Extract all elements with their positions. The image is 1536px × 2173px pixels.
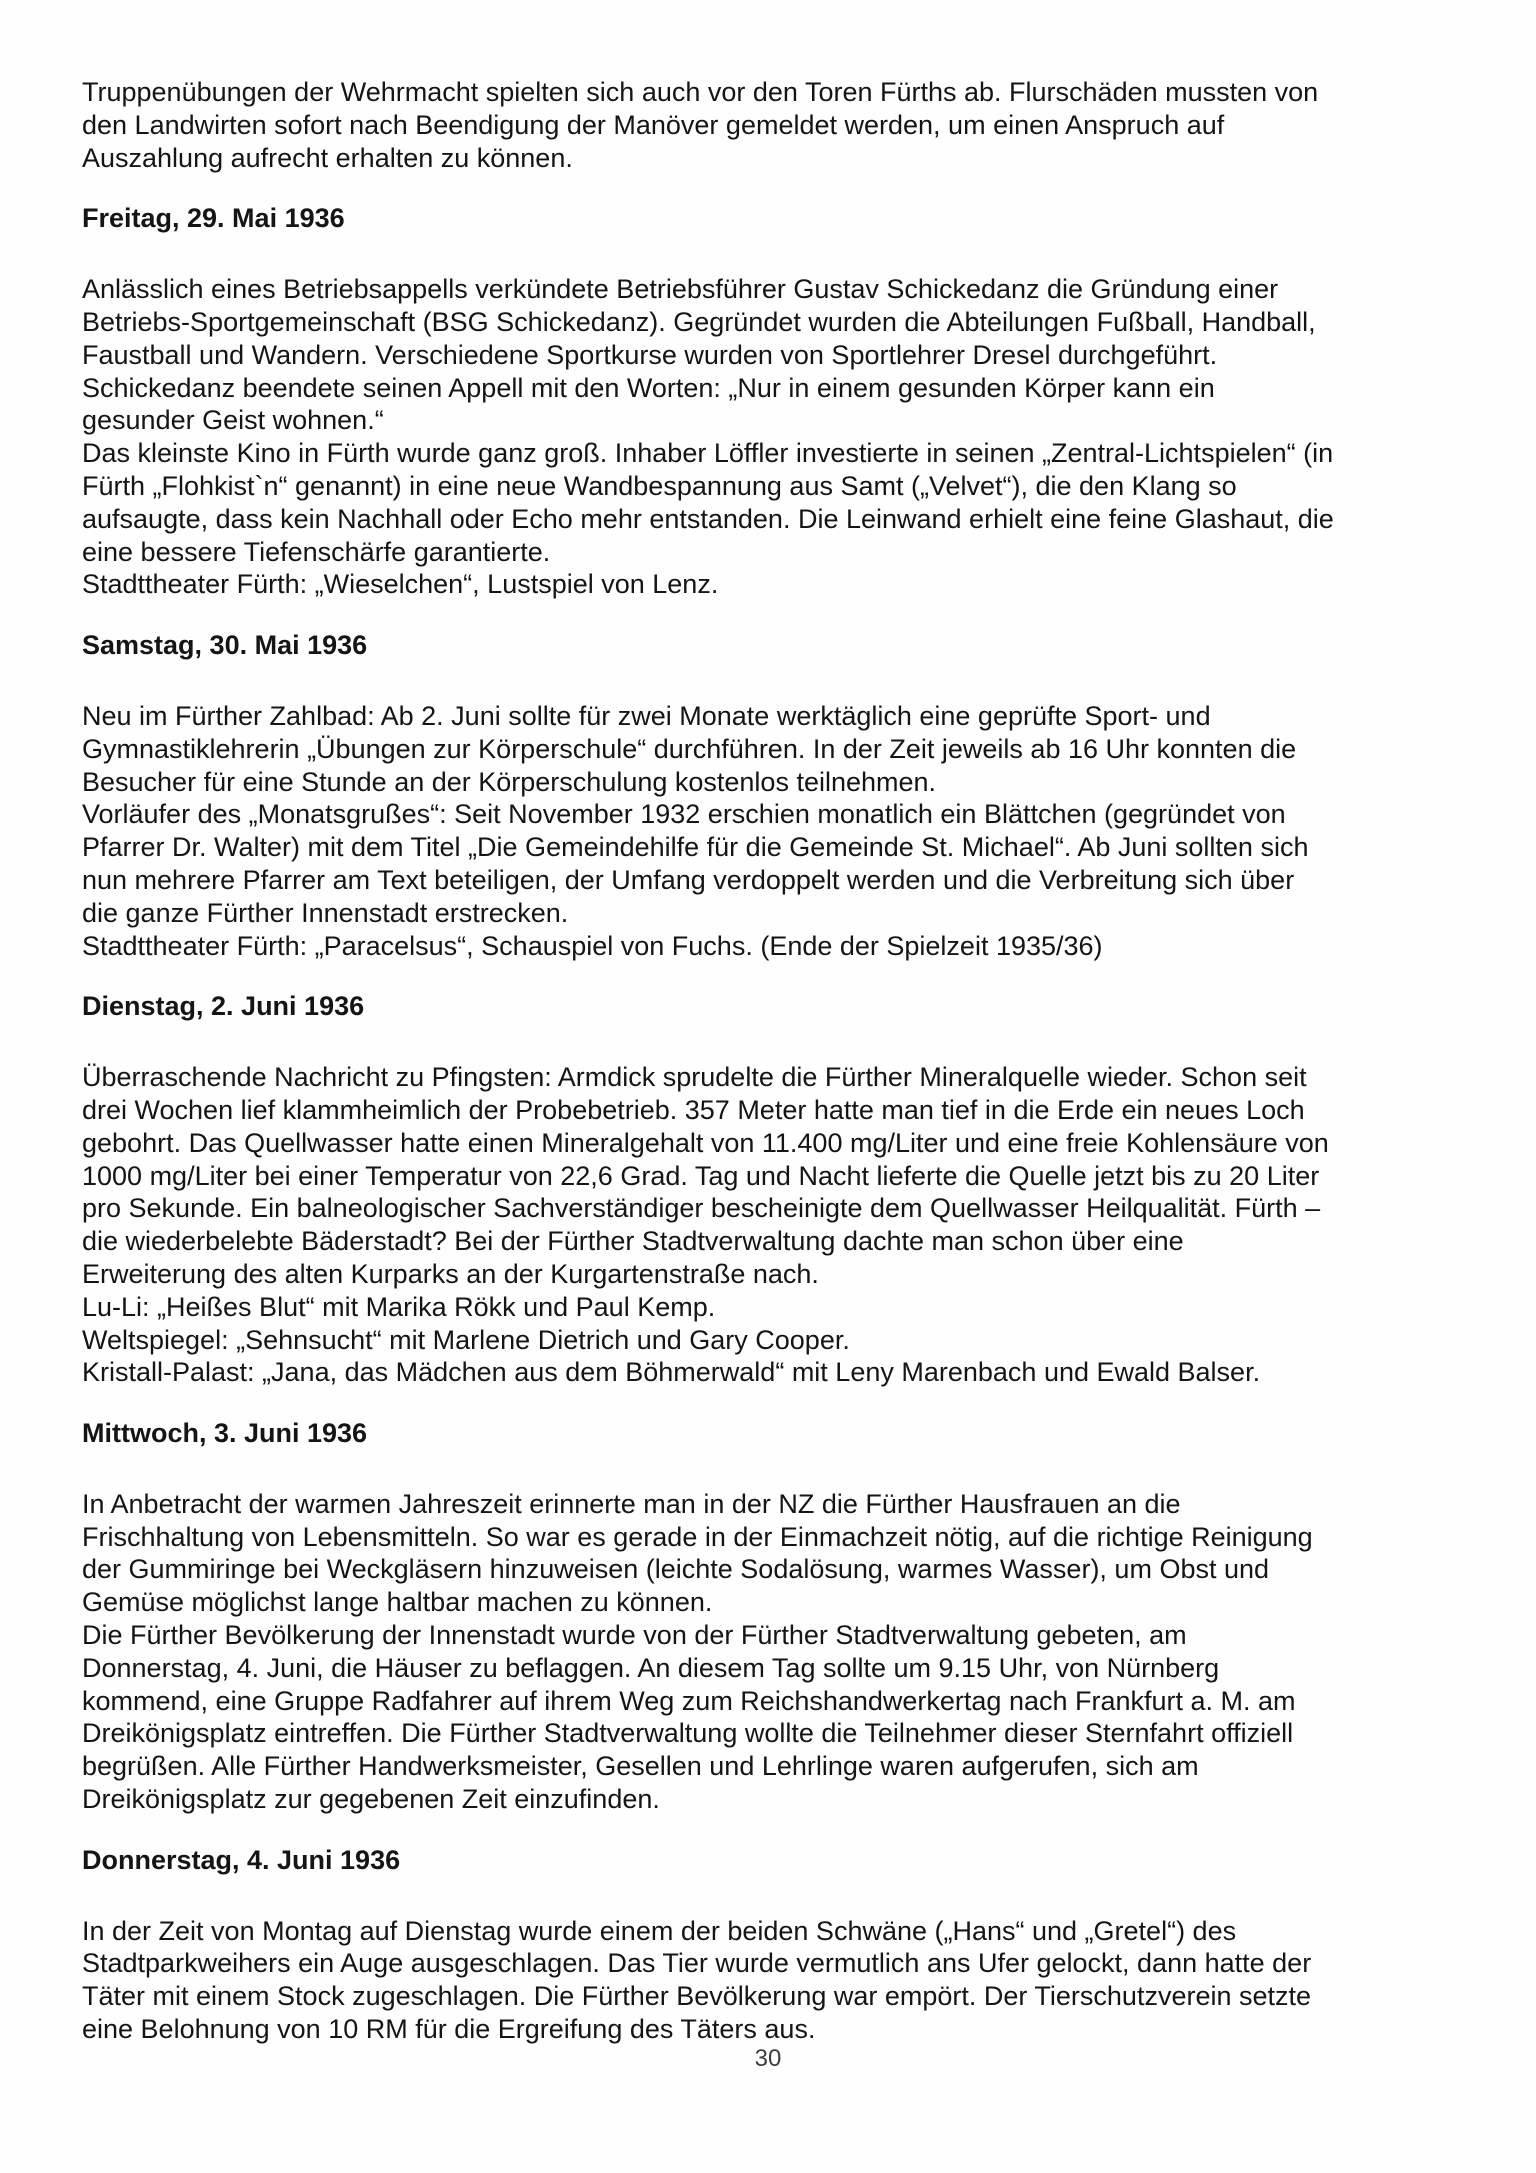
text-line: Truppenübungen der Wehrmacht spielten sich auch vor den Toren Fürths ab. Flurschäden mussten von — [82, 77, 1319, 107]
text-line: Stadttheater Fürth: „Paracelsus“, Schauspiel von Fuchs. (Ende der Spielzeit 1935/36) — [82, 930, 1103, 961]
paragraph — [82, 76, 1482, 174]
date-heading: Dienstag, 2. Juni 1936 — [82, 991, 365, 1022]
text-line: kommend, eine Gruppe Radfahrer auf ihrem Weg zum Reichshandwerkertag nach Frankfurt a. M. am — [82, 1685, 1296, 1716]
date-heading: Samstag, 30. Mai 1936 — [82, 630, 368, 661]
text-line: Dreikönigsplatz zur gegebenen Zeit einzufinden. — [82, 1784, 660, 1815]
text-line: Die Fürther Bevölkerung der Innenstadt wurde von der Fürther Stadtverwaltung gebeten, am — [82, 1620, 1187, 1651]
text-line: Neu im Fürther Zahlbad: Ab 2. Juni sollte für zwei Monate werktäglich eine geprüfte Sport- und — [82, 700, 1211, 731]
text-line: Betriebs-Sportgemeinschaft (BSG Schickedanz). Gegründet wurden die Abteilungen Fußball, Handball, — [82, 306, 1316, 337]
text-line: aufsaugte, dass kein Nachhall oder Echo mehr entstanden. Die Leinwand erhielt eine feine Glashaut, die — [82, 503, 1334, 534]
text-line: pro Sekunde. Ein balneologischer Sachverständiger bescheinigte dem Quellwasser Heilqualität. Fürth – — [82, 1193, 1321, 1224]
page-number: 30 — [754, 2045, 782, 2072]
text-line: Schickedanz beendete seinen Appell mit den Worten: „Nur in einem gesunden Körper kann ein — [82, 372, 1215, 403]
date-heading: Mittwoch, 3. Juni 1936 — [82, 1418, 368, 1449]
text-line: Donnerstag, 4. Juni, die Häuser zu beflaggen. An diesem Tag sollte um 9.15 Uhr, von Nürnberg — [82, 1652, 1220, 1683]
text-line: die ganze Fürther Innenstadt erstrecken. — [82, 897, 569, 928]
text-line: Stadttheater Fürth: „Wieselchen“, Lustspiel von Lenz. — [82, 569, 719, 600]
text-line: eine bessere Tiefenschärfe garantierte. — [82, 536, 551, 567]
text-line: Erweiterung des alten Kurparks an der Kurgartenstraße nach. — [82, 1258, 819, 1289]
text-line: Gemüse möglichst lange haltbar machen zu können. — [82, 1587, 713, 1618]
text-line: In der Zeit von Montag auf Dienstag wurde einem der beiden Schwäne („Hans“ und „Gretel“) des — [82, 1915, 1237, 1946]
text-line: Überraschende Nachricht zu Pfingsten: Armdick sprudelte die Fürther Mineralquelle wieder. Schon seit — [82, 1062, 1307, 1093]
text-line: Täter mit einem Stock zugeschlagen. Die Fürther Bevölkerung war empört. Der Tierschutzverein setzte — [82, 1981, 1312, 2012]
paragraph — [82, 700, 1482, 962]
text-line: der Gummiringe bei Weckgläsern hinzuweisen (leichte Sodalösung, warmes Wasser), um Obst und — [82, 1554, 1270, 1585]
text-line: Besucher für eine Stunde an der Körperschulung kostenlos teilnehmen. — [82, 766, 937, 797]
paragraph — [82, 1915, 1482, 2046]
text-line: Frischhaltung von Lebensmitteln. So war es gerade in der Einmachzeit nötig, auf die richtige Reinigung — [82, 1521, 1313, 1552]
text-line: Kristall-Palast: „Jana, das Mädchen aus dem Böhmerwald“ mit Leny Marenbach und Ewald Balser. — [82, 1357, 1261, 1388]
text-line: Anlässlich eines Betriebsappells verkündete Betriebsführer Gustav Schickedanz die Gründung einer — [82, 274, 1279, 305]
paragraph — [82, 1061, 1482, 1389]
text-line: den Landwirten sofort nach Beendigung der Manöver gemeldet werden, um einen Anspruch auf — [82, 109, 1225, 140]
text-line: Faustball und Wandern. Verschiedene Sportkurse wurden von Sportlehrer Dresel durchgeführt. — [82, 339, 1218, 370]
text-line: drei Wochen lief klammheimlich der Probebetrieb. 357 Meter hatte man tief in die Erde ein neues Loch — [82, 1094, 1305, 1125]
text-line: die wiederbelebte Bäderstadt? Bei der Fürther Stadtverwaltung dachte man schon über eine — [82, 1226, 1184, 1257]
text-line: 1000 mg/Liter bei einer Temperatur von 22,6 Grad. Tag und Nacht lieferte die Quelle jetzt bis zu 20 Liter — [82, 1160, 1320, 1191]
text-line: Fürth „Flohkist`n“ genannt) in eine neue Wandbespannung aus Samt („Velvet“), die den Klang so — [82, 470, 1237, 501]
text-line: eine Belohnung von 10 RM für die Ergreifung des Täters aus. — [82, 2014, 816, 2045]
document-content — [82, 76, 1482, 2046]
text-line: nun mehrere Pfarrer am Text beteiligen, der Umfang verdoppelt werden und die Verbreitung sich über — [82, 864, 1295, 895]
text-line: Das kleinste Kino in Fürth wurde ganz groß. Inhaber Löffler investierte in seinen „Zentral-Lichtspielen“ (in — [82, 438, 1334, 469]
date-heading: Freitag, 29. Mai 1936 — [82, 203, 345, 234]
text-line: Auszahlung aufrecht erhalten zu können. — [82, 142, 573, 173]
date-heading: Donnerstag, 4. Juni 1936 — [82, 1844, 401, 1875]
text-line: Dreikönigsplatz eintreffen. Die Fürther Stadtverwaltung wollte die Teilnehmer dieser Sternfahrt offiziell — [82, 1718, 1294, 1749]
paragraph — [82, 273, 1482, 601]
text-line: Weltspiegel: „Sehnsucht“ mit Marlene Dietrich und Gary Cooper. — [82, 1324, 850, 1355]
text-line: begrüßen. Alle Fürther Handwerksmeister, Gesellen und Lehrlinge waren aufgerufen, sich am — [82, 1751, 1199, 1782]
text-line: Pfarrer Dr. Walter) mit dem Titel „Die Gemeindehilfe für die Gemeinde St. Michael“. Ab Juni sollten sich — [82, 832, 1309, 863]
paragraph — [82, 1488, 1482, 1816]
text-line: Vorläufer des „Monatsgrußes“: Seit November 1932 erschien monatlich ein Blättchen (gegründet von — [82, 799, 1286, 830]
text-line: In Anbetracht der warmen Jahreszeit erinnerte man in der NZ die Fürther Hausfrauen an die — [82, 1488, 1181, 1519]
text-line: Lu-Li: „Heißes Blut“ mit Marika Rökk und Paul Kemp. — [82, 1291, 716, 1322]
text-line: Gymnastiklehrerin „Übungen zur Körperschule“ durchführen. In der Zeit jeweils ab 16 Uhr konnten die — [82, 733, 1297, 764]
text-line: gebohrt. Das Quellwasser hatte einen Mineralgehalt von 11.400 mg/Liter und eine freie Kohlensäure von — [82, 1127, 1329, 1158]
text-line: gesunder Geist wohnen.“ — [82, 405, 384, 436]
text-line: Stadtparkweihers ein Auge ausgeschlagen. Das Tier wurde vermutlich ans Ufer gelockt, dann hatte der — [82, 1948, 1312, 1979]
